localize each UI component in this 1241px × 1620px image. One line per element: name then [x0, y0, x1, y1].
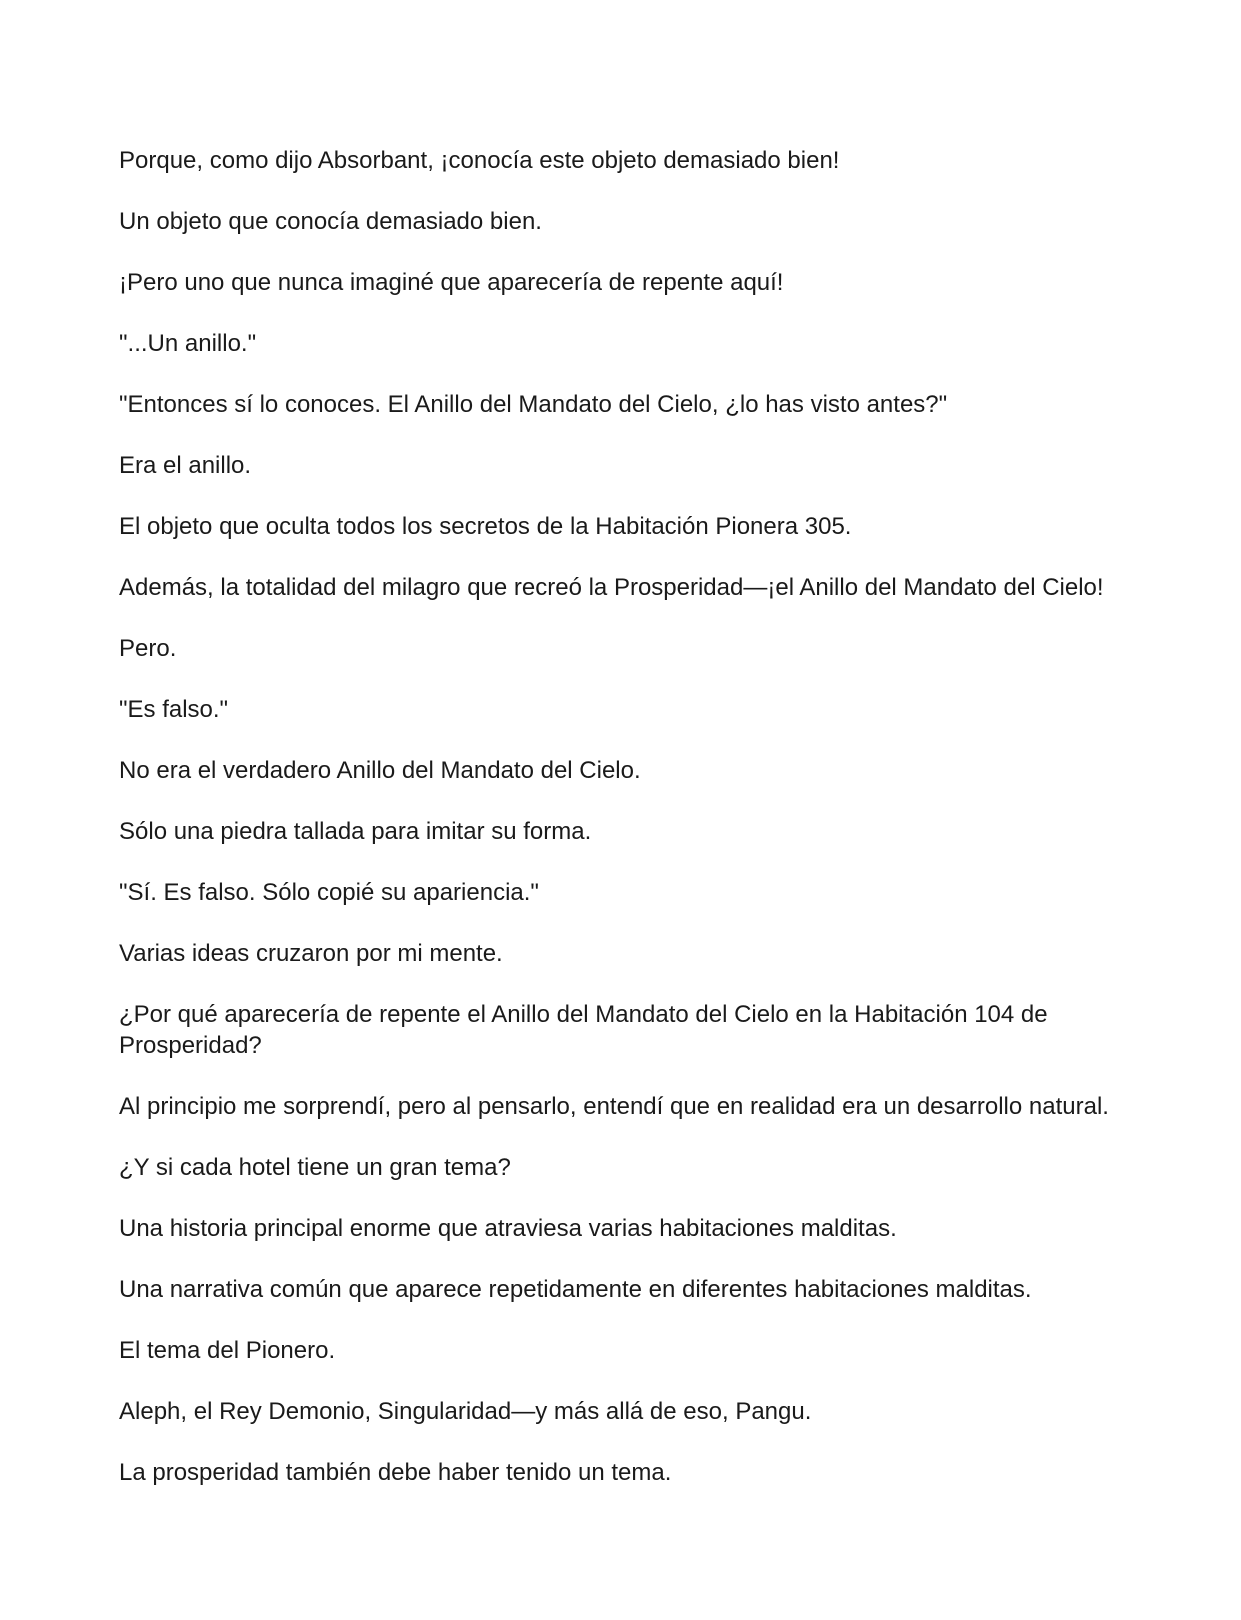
paragraph: Pero.: [119, 635, 177, 662]
paragraph: Sólo una piedra tallada para imitar su forma.: [119, 818, 592, 845]
paragraph: Porque, como dijo Absorbant, ¡conocía este objeto demasiado bien!: [119, 147, 840, 174]
paragraph: ¡Pero uno que nunca imaginé que aparecería de repente aquí!: [119, 269, 784, 296]
document-body: [119, 145, 1129, 1518]
paragraph: "Sí. Es falso. Sólo copié su apariencia.": [119, 879, 539, 906]
paragraph: ¿Por qué aparecería de repente el Anillo del Mandato del Cielo en la Habitación 104 de Prosperidad?: [119, 1001, 1048, 1059]
paragraph: El objeto que oculta todos los secretos de la Habitación Pionera 305.: [119, 513, 852, 540]
paragraph: ¿Y si cada hotel tiene un gran tema?: [119, 1154, 511, 1181]
paragraph: Aleph, el Rey Demonio, Singularidad—y más allá de eso, Pangu.: [119, 1398, 812, 1425]
paragraph: "...Un anillo.": [119, 330, 257, 357]
paragraph: No era el verdadero Anillo del Mandato del Cielo.: [119, 757, 641, 784]
paragraph: "Entonces sí lo conoces. El Anillo del Mandato del Cielo, ¿lo has visto antes?": [119, 391, 948, 418]
paragraph: Al principio me sorprendí, pero al pensarlo, entendí que en realidad era un desarrollo natural.: [119, 1093, 1109, 1120]
paragraph: Un objeto que conocía demasiado bien.: [119, 208, 542, 235]
paragraph: "Es falso.": [119, 696, 229, 723]
paragraph: Una historia principal enorme que atraviesa varias habitaciones malditas.: [119, 1215, 897, 1242]
paragraph: Varias ideas cruzaron por mi mente.: [119, 940, 503, 967]
paragraph: Era el anillo.: [119, 452, 252, 479]
paragraph: El tema del Pionero.: [119, 1337, 336, 1364]
paragraph: Una narrativa común que aparece repetidamente en diferentes habitaciones malditas.: [119, 1276, 1032, 1303]
paragraph: Además, la totalidad del milagro que recreó la Prosperidad—¡el Anillo del Mandato del Cielo!: [119, 574, 1104, 601]
paragraph: La prosperidad también debe haber tenido un tema.: [119, 1459, 672, 1486]
